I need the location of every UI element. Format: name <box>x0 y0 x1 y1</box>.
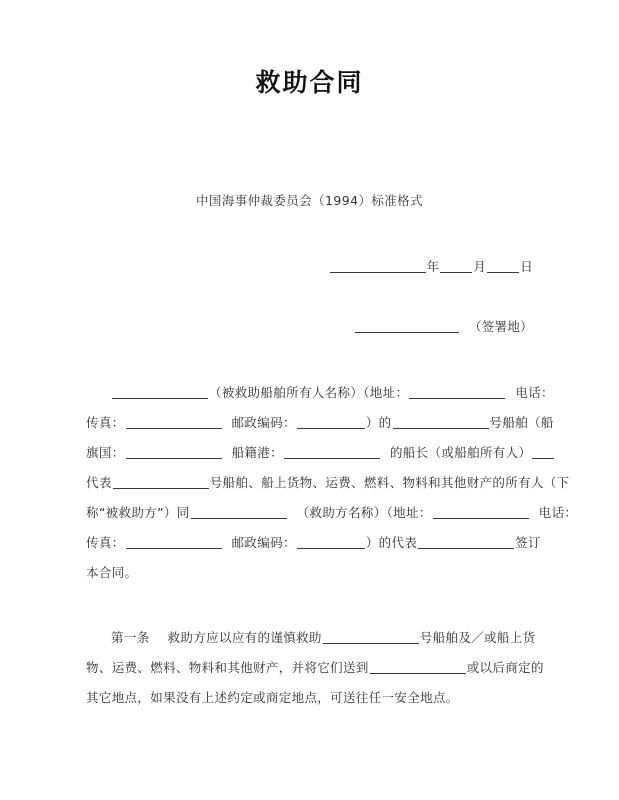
preamble-l2-text-d: 号船舶（船 <box>489 415 554 430</box>
preamble-line-4 <box>86 468 570 498</box>
article-one-line-2 <box>86 653 544 683</box>
signing-date-line <box>329 257 533 275</box>
page-title: 救助合同 <box>255 68 364 97</box>
preamble-l1-text-a: （被救助船舶所有人名称）（地址： <box>209 385 409 400</box>
preamble-l4-text-b: 号船舶、船上货物、运费、燃料、物料和其他财产的所有人（下 <box>209 475 570 490</box>
document-subtitle: 中国海事仲裁委员会（1994）标准格式 <box>196 193 423 208</box>
signing-place-label: （签署地） <box>468 319 533 334</box>
preamble-line-2 <box>86 408 554 438</box>
date-year-blank[interactable] <box>330 260 426 273</box>
preamble-l3-text-b: 船籍港： <box>231 445 283 460</box>
salved-owner-name-blank[interactable] <box>112 386 208 399</box>
preamble-l3-text-c: 的船长（或船舶所有人） <box>389 445 532 460</box>
salved-owner-address-blank[interactable] <box>409 386 505 399</box>
preamble-l2-text-a: 传真： <box>86 415 125 430</box>
salvage-vessel-blank[interactable] <box>323 631 419 644</box>
article-one-number: 第一条 <box>111 630 150 645</box>
article-one-text-b: 号船舶及／或船上货 <box>419 630 536 645</box>
preamble-l3-text-a: 旗国： <box>86 445 125 460</box>
preamble-l5-text-c: 电话： <box>538 505 578 520</box>
article-one-line-1 <box>86 623 534 653</box>
date-month-blank[interactable] <box>440 260 472 273</box>
salved-owner-fax-blank[interactable] <box>126 416 222 429</box>
salvor-address-blank[interactable] <box>433 506 529 519</box>
article-one-text-e: 其它地点，如果没有上述约定或商定地点，可送往任一安全地点。 <box>86 690 459 705</box>
salvor-representative-blank[interactable] <box>418 536 514 549</box>
preamble-l6-text-b: 邮政编码： <box>231 535 296 550</box>
article-one-text-a: 救助方应以应有的谨慎救助 <box>167 630 322 645</box>
salved-owner-postcode-blank[interactable] <box>297 416 365 429</box>
delivery-place-blank[interactable] <box>370 661 466 674</box>
preamble-line-7 <box>86 558 534 588</box>
preamble-l6-text-c: ）的代表 <box>365 535 418 550</box>
master-blank[interactable] <box>532 446 554 459</box>
preamble-line-3 <box>86 438 534 468</box>
preamble-l5-text-a: 称“被救助方”）同 <box>86 505 190 520</box>
salvor-fax-blank[interactable] <box>126 536 222 549</box>
signing-place-blank[interactable] <box>355 320 459 333</box>
preamble-l6-text-a: 传真： <box>86 535 125 550</box>
salved-vessel-name-blank[interactable] <box>393 416 489 429</box>
date-year-label: 年 <box>426 259 440 274</box>
port-of-registry-blank[interactable] <box>284 446 380 459</box>
date-day-blank[interactable] <box>487 260 519 273</box>
salvor-postcode-blank[interactable] <box>297 536 365 549</box>
preamble-l2-text-c: ）的 <box>365 415 392 430</box>
preamble-line-5 <box>86 498 578 528</box>
preamble-block <box>86 378 578 588</box>
preamble-line-1 <box>86 378 554 408</box>
flag-state-blank[interactable] <box>126 446 222 459</box>
article-one-block <box>86 623 544 713</box>
article-one-line-3 <box>86 683 534 713</box>
date-month-label: 月 <box>473 259 487 274</box>
preamble-l1-text-b: 电话： <box>515 385 554 400</box>
signing-place-line <box>354 317 533 335</box>
date-day-label: 日 <box>520 259 533 274</box>
salvor-name-blank[interactable] <box>191 506 287 519</box>
preamble-l4-text-a: 代表 <box>86 475 112 490</box>
preamble-l6-text-d: 签订 <box>515 535 541 550</box>
represented-vessel-blank[interactable] <box>113 476 209 489</box>
preamble-l2-text-b: 邮政编码： <box>231 415 296 430</box>
article-one-text-c: 物、运费、燃料、物料和其他财产，并将它们送到 <box>86 660 369 675</box>
preamble-l7-text: 本合同。 <box>86 565 138 580</box>
article-one-text-d: 或以后商定的 <box>466 660 544 675</box>
preamble-line-6 <box>86 528 541 558</box>
preamble-l5-text-b: （救助方名称）（地址： <box>296 505 432 520</box>
